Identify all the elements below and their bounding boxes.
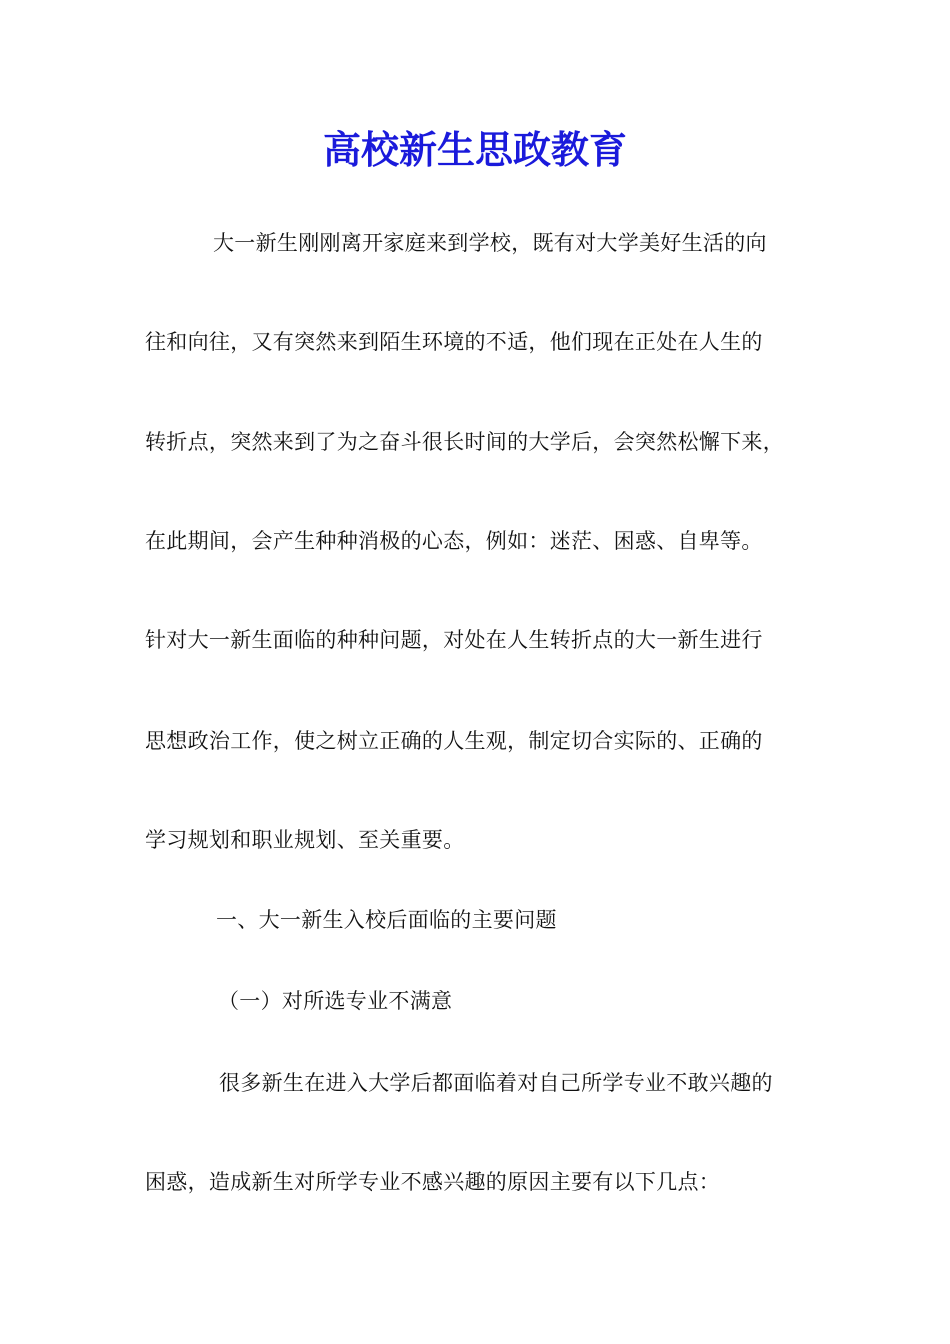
paragraph-line: 大一新生刚刚离开家庭来到学校，既有对大学美好生活的向 bbox=[213, 231, 767, 255]
paragraph-line: 转折点，突然来到了为之奋斗很长时间的大学后，会突然松懈下来， bbox=[145, 430, 784, 454]
paragraph-line: 针对大一新生面临的种种问题，对处在人生转折点的大一新生进行 bbox=[145, 628, 763, 652]
paragraph-line: 在此期间，会产生种种消极的心态，例如：迷茫、困惑、自卑等。 bbox=[145, 529, 763, 553]
section-heading: 一、大一新生入校后面临的主要问题 bbox=[216, 908, 557, 932]
document-title: 高校新生思政教育 bbox=[322, 127, 627, 172]
paragraph-line: 困惑，造成新生对所学专业不感兴趣的原因主要有以下几点： bbox=[145, 1170, 721, 1194]
paragraph-line: 思想政治工作，使之树立正确的人生观，制定切合实际的、正确的 bbox=[145, 729, 763, 753]
paragraph-line: 很多新生在进入大学后都面临着对自己所学专业不敢兴趣的 bbox=[219, 1071, 773, 1095]
paragraph-line: 学习规划和职业规划、至关重要。 bbox=[145, 828, 465, 852]
subsection-heading: （一）对所选专业不满意 bbox=[218, 989, 453, 1013]
paragraph-line: 往和向往，又有突然来到陌生环境的不适，他们现在正处在人生的 bbox=[145, 330, 763, 354]
